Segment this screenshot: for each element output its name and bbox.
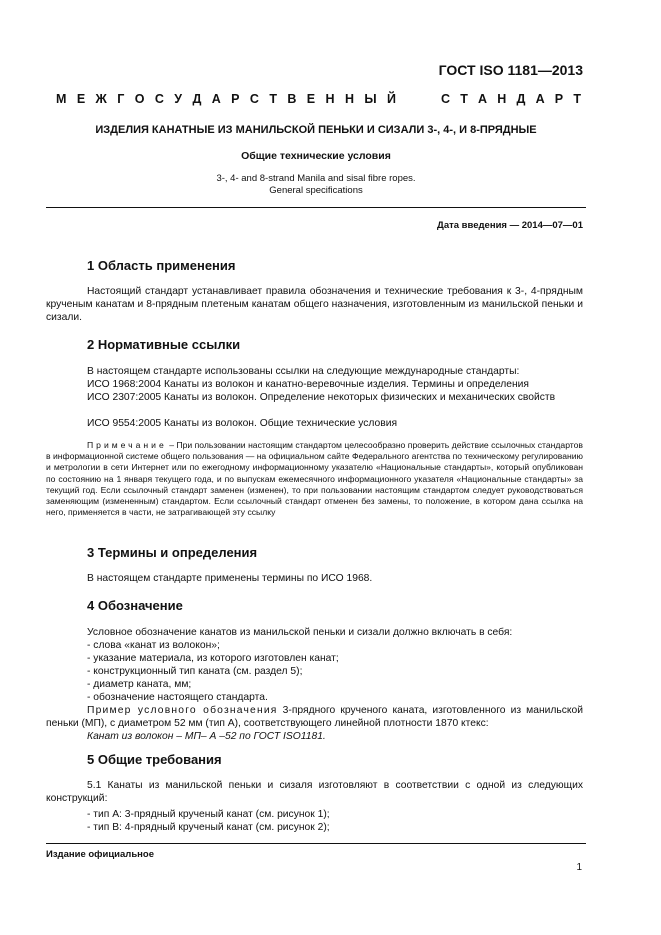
list-item: - диаметр каната, мм;: [87, 679, 192, 690]
banner-letter: Г: [117, 92, 125, 106]
banner-letter: Н: [344, 92, 354, 106]
banner-letter: С: [154, 92, 164, 106]
section-4-heading: 4 Обозначение: [87, 598, 183, 613]
reference-iso-9554: ИСО 9554:2005 Канаты из волокон. Общие технические условия: [87, 418, 398, 429]
banner-letter: Т: [460, 92, 468, 106]
banner-word-standard: [441, 92, 581, 106]
section-5-text: 5.1 Канаты из манильской пеньки и сизаля изготовляют в соответствии с одной из следующих конструкций:: [46, 780, 583, 804]
introduction-date: Дата введения — 2014—07—01: [437, 220, 583, 231]
banner-letter: Т: [269, 92, 277, 106]
list-item: - тип В: 4-прядный крученый канат (см. рисунок 2);: [87, 822, 330, 833]
interstate-standard-banner: [56, 92, 581, 106]
banner-letter: Ы: [364, 92, 377, 106]
reference-iso-1968: ИСО 1968:2004 Канаты из волокон и канатно-веревочные изделия. Термины и определения: [87, 379, 530, 390]
banner-letter: Ж: [95, 92, 107, 106]
banner-letter: Д: [516, 92, 526, 106]
reference-iso-2307: ИСО 2307:2005 Канаты из волокон. Определение некоторых физических и механических свойств: [87, 392, 556, 403]
section-2-heading: 2 Нормативные ссылки: [87, 337, 241, 352]
banner-letter: Р: [231, 92, 240, 106]
list-item: - конструкционный тип каната (см. раздел 5);: [87, 666, 303, 677]
section-3-heading: 3 Термины и определения: [87, 545, 258, 560]
section-3-text: В настоящем стандарте применены термины по ИСО 1968.: [87, 573, 373, 584]
list-item: - обозначение настоящего стандарта.: [87, 692, 268, 703]
list-item: - слова «канат из волокон»;: [87, 640, 220, 651]
banner-letter: А: [535, 92, 545, 106]
example-designation: Канат из волокон – МП– А –52 по ГОСТ ISO1181.: [87, 731, 326, 742]
banner-word-interstate: [56, 92, 396, 106]
banner-letter: С: [249, 92, 259, 106]
note-label: Примечание: [87, 440, 167, 450]
banner-letter: У: [174, 92, 183, 106]
banner-letter: А: [211, 92, 221, 106]
example-label: Пример условного обозначения: [87, 705, 278, 716]
section-1-heading: 1 Область применения: [87, 258, 236, 273]
section-5-heading: 5 Общие требования: [87, 752, 222, 767]
section-1-text: Настоящий стандарт устанавливает правила обозначения и технические требования к 3-, 4-прядным крученым канатам и 8-прядным плетеным канатам общего назначения, изготовленным из манильской пеньки и сизали.: [46, 286, 583, 323]
banner-letter: А: [478, 92, 488, 106]
banner-letter: М: [56, 92, 67, 106]
note-text: – При пользовании настоящим стандартом целесообразно проверить действие ссылочных стандартов в информационной системе общего пользования — на официальном сайте Федерального агентства по техническому регулированию и метрологии в сети Интернет или по ежегодному информационному указателю «Национальные стандарты», который опубликован по состоянию на 1 января текущего года, и по выпускам ежемесячного информационного указателя «Национальные стандарты» за текущий год. Если ссылочный стандарт заменен (изменен), то при пользовании настоящим стандартом следует руководствоваться заменяющим (измененным) стандартом. Если ссылочный стандарт отменен без замены, то положение, в котором дана ссылка на него, применяется в части, не затрагивающей эту ссылку: [46, 440, 583, 518]
banner-letter: С: [441, 92, 451, 106]
page-number: 1: [576, 862, 582, 873]
banner-letter: Р: [554, 92, 564, 106]
banner-letter: Н: [325, 92, 335, 106]
list-item: - указание материала, из которого изготовлен канат;: [87, 653, 339, 664]
english-title-line-2: General specifications: [269, 185, 363, 196]
banner-letter: Е: [76, 92, 86, 106]
section-2-note: [46, 440, 583, 518]
banner-letter: О: [134, 92, 145, 106]
english-title: [46, 173, 586, 197]
banner-letter: В: [287, 92, 297, 106]
banner-letter: Н: [497, 92, 507, 106]
gost-code: ГОСТ ISO 1181—2013: [438, 62, 583, 78]
banner-letter: Д: [192, 92, 202, 106]
list-item: - тип А: 3-прядный крученый канат (см. рисунок 1);: [87, 809, 330, 820]
banner-letter: Й: [387, 92, 396, 106]
header-divider: [46, 207, 586, 208]
english-title-line-1: 3-, 4- and 8-strand Manila and sisal fibre ropes.: [216, 173, 416, 184]
banner-letter: Т: [573, 92, 581, 106]
document-title: ИЗДЕЛИЯ КАНАТНЫЕ ИЗ МАНИЛЬСКОЙ ПЕНЬКИ И СИЗАЛИ 3-, 4-, И 8-ПРЯДНЫЕ: [95, 124, 537, 136]
section-4-intro: Условное обозначение канатов из манильской пеньки и сизали должно включать в себя:: [87, 627, 513, 638]
example-text: 3-прядного крученого каната, изготовленного из манильской пеньки (МП), с диаметром 52 мм (тип А), соответствующего линейной плотности 1870 ктекс:: [46, 705, 584, 729]
footer-divider: [46, 843, 586, 844]
document-subtitle: Общие технические условия: [241, 150, 391, 162]
official-edition-label: Издание официальное: [46, 849, 154, 860]
banner-letter: Е: [306, 92, 316, 106]
section-2-intro: В настоящем стандарте использованы ссылки на следующие международные стандарты:: [87, 366, 520, 377]
designation-example: [46, 704, 583, 730]
